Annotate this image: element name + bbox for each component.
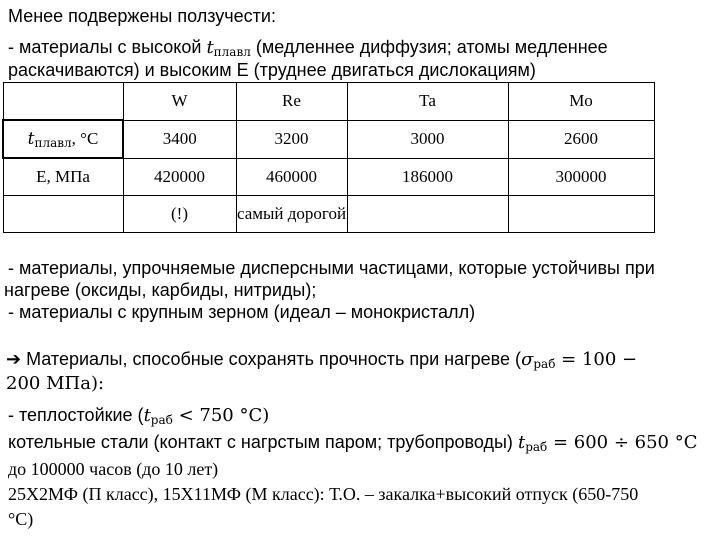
header-cell-re: Re (236, 83, 347, 121)
row-label-melting-point: $t_{плавл}$, °С (3, 120, 123, 158)
sigma-work-symbol: $\sigma_{раб}$ (521, 349, 556, 371)
cell-melt-mo: 2600 (508, 120, 654, 158)
cell-note-w: (!) (123, 196, 236, 233)
strength-continuation: 200 МПа): (6, 373, 105, 394)
steels-line: 25Х2МФ (П класс), 15Х11МФ (М класс): Т.О. – закалка+высокий отпуск (650-750 (8, 484, 639, 504)
table-row-notes (3, 196, 654, 233)
header-cell-w: W (123, 83, 236, 121)
intro-line-2: раскачиваются) и высоким Е (труднее двигаться дислокациям) (8, 60, 536, 80)
table-row-melting-point (3, 120, 654, 158)
cell-note-re: самый дорогой (236, 196, 347, 233)
cell-melt-w: 3400 (123, 120, 236, 158)
strength-equation: = 100 − (555, 349, 638, 370)
table-row-modulus (3, 158, 654, 196)
t-melt-subscript: плавл (213, 45, 251, 59)
header-label-cell (3, 83, 123, 121)
cell-melt-re: 3200 (236, 120, 347, 158)
cell-melt-ta: 3000 (347, 120, 508, 158)
intro-line-1 (8, 37, 608, 58)
dispersed-line-2: нагреве (оксиды, карбиды, нитриды); (4, 280, 317, 300)
metal-properties-table (2, 82, 655, 233)
row-label-modulus: Е, МПа (3, 158, 123, 196)
heat-prefix: - теплостойкие ( (8, 405, 144, 425)
intro-line-1-prefix: - материалы с высокой (8, 37, 202, 57)
t-melt-symbol: $t_{плавл}$ (206, 37, 251, 59)
intro-line-1-suffix: (медленнее диффузия; атомы медленнее (255, 37, 608, 57)
boiler-text: котельные стали (контакт с нагрстым паром; трубопроводы) (8, 432, 513, 452)
cell-mod-re: 460000 (236, 158, 347, 196)
row-label-notes (3, 196, 123, 233)
coarse-grain-line: - материалы с крупным зерном (идеал – монокристалл) (8, 302, 476, 322)
boiler-equation: = 600 ÷ 650 °С (547, 432, 698, 453)
strength-line (6, 349, 637, 370)
heat-equation: < 750 °С) (172, 405, 270, 426)
table-header-row (3, 83, 654, 121)
cell-mod-mo: 300000 (508, 158, 654, 196)
header-cell-ta: Ta (347, 83, 508, 121)
arrow-icon: ➔ (6, 349, 22, 369)
header-cell-mo: Mo (508, 83, 654, 121)
dispersed-line-1: - материалы, упрочняемые дисперсными частицами, которые устойчивы при (8, 258, 655, 278)
strength-text: Материалы, способные сохранять прочность при нагреве ( (26, 349, 522, 369)
t-work-symbol-2: $t_{раб}$ (517, 432, 548, 454)
cell-note-mo (508, 196, 654, 233)
duration-line: до 100000 часов (до 10 лет) (8, 459, 219, 479)
cell-mod-ta: 186000 (347, 158, 508, 196)
steels-line-end: °С) (8, 509, 34, 529)
t-work-symbol: $t_{раб}$ (143, 405, 173, 427)
boiler-steels-line (8, 432, 698, 453)
intro-heading: Менее подвержены ползучести: (8, 6, 276, 26)
cell-note-ta (347, 196, 508, 233)
cell-mod-w: 420000 (123, 158, 236, 196)
heat-resistant-line (8, 405, 269, 426)
